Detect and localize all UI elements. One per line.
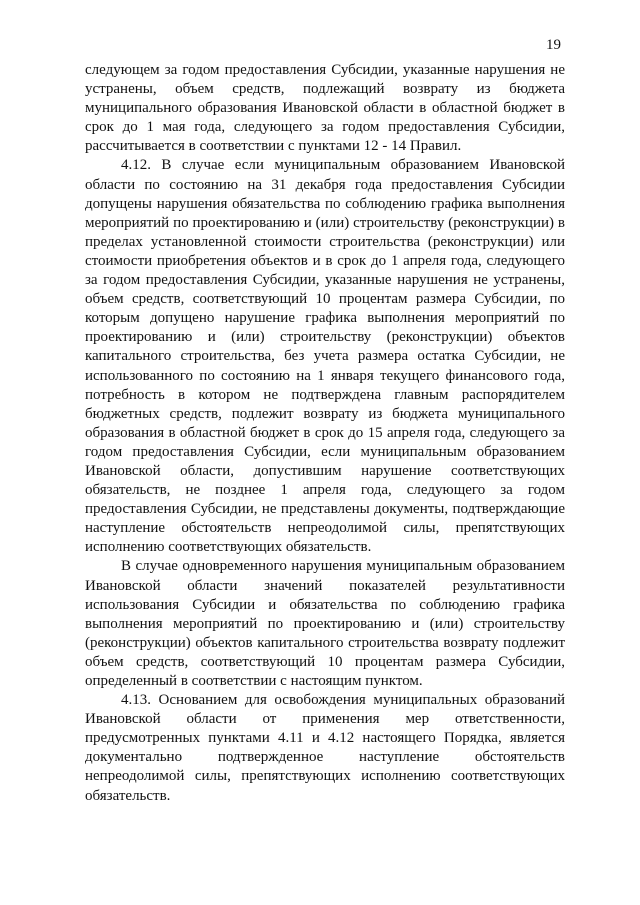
document-body	[85, 61, 565, 806]
paragraph-4-12: 4.12. В случае если муниципальным образованием Ивановской области по состоянию на 31 декабря года предоставления Субсидии допущены нарушения обязательства по соблюдению графика выполнения мероприятий по проектированию и (или) строительству (реконструкции) в пределах установленной стоимости строительства (реконструкции) или стоимости приобретения объектов и в срок до 1 апреля года, следующего за годом предоставления Субсидии, указанные нарушения не устранены, объем средств, соответствующий 10 процентам размера Субсидии, по которым допущено нарушение графика выполнения мероприятий по проектированию и (или) строительству (реконструкции) объектов капитального строительства, без учета размера остатка Субсидии, не использованного по состоянию на 1 января текущего финансового года, потребность в котором не подтверждена главным распорядителем бюджетных средств, подлежит возврату из бюджета муниципального образования в областной бюджет в срок до 15 апреля года, следующего за годом предоставления Субсидии, если муниципальным образованием Ивановской области, допустившим нарушение соответствующих обязательств, не позднее 1 апреля года, следующего за годом предоставления Субсидии, не представлены документы, подтверждающие наступление обстоятельств непреодолимой силы, препятствующих исполнению соответствующих обязательств.	[85, 157, 565, 556]
paragraph-4-13: 4.13. Основанием для освобождения муниципальных образований Ивановской области от применения мер ответственности, предусмотренных пунктами 4.11 и 4.12 настоящего Порядка, является документально подтвержденное наступление обстоятельств непреодолимой силы, препятствующих исполнению соответствующих обязательств.	[85, 692, 565, 804]
paragraph-simultaneous-violation: В случае одновременного нарушения муниципальным образованием Ивановской области значений показателей результативности использования Субсидии и обязательства по соблюдению графика выполнения мероприятий по проектированию и (или) строительству (реконструкции) объектов капитального строительства возврату подлежит объем средств, соответствующий 10 процентам размера Субсидии, определенный в соответствии с настоящим пунктом.	[85, 558, 565, 689]
paragraph-continuation: следующем за годом предоставления Субсидии, указанные нарушения не устранены, объем средств, подлежащий возврату из бюджета муниципального образования Ивановской области в областной бюджет в срок до 1 мая года, следующего за годом предоставления Субсидии, рассчитывается в соответствии с пунктами 12 - 14 Правил.	[85, 62, 565, 155]
page-number: 19	[546, 37, 561, 53]
